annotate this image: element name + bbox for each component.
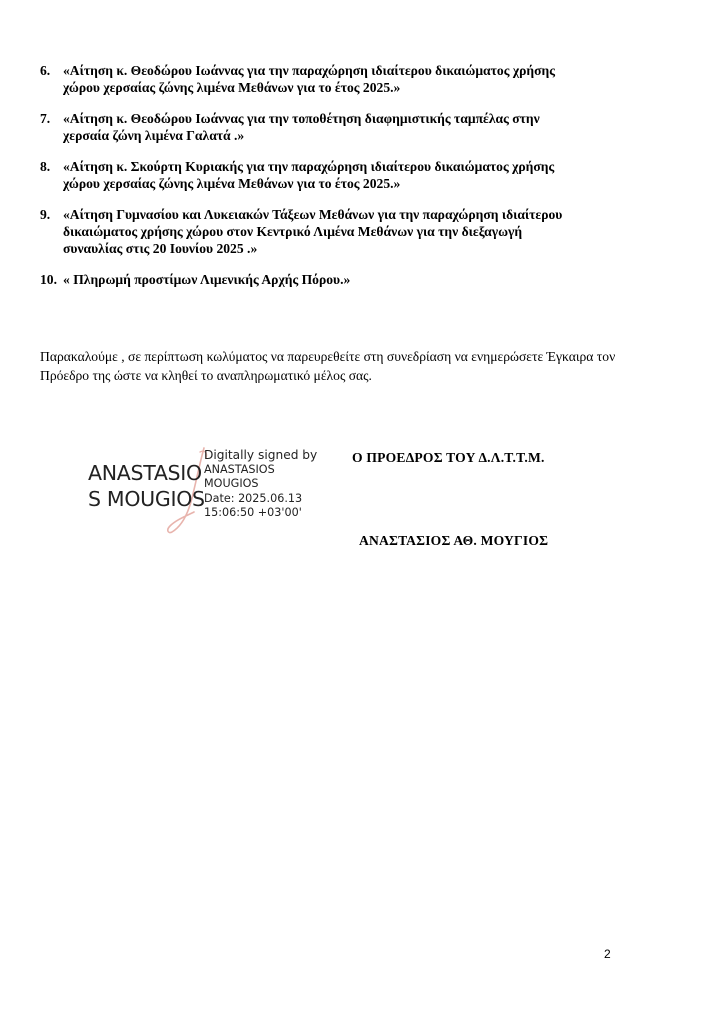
signature-detail-line: Date: 2025.06.13: [204, 491, 303, 505]
agenda-list: [40, 62, 680, 302]
signature-detail-line: Digitally signed by: [204, 448, 318, 462]
agenda-item-number: 7.: [40, 111, 51, 126]
agenda-item-9: [40, 206, 680, 257]
agenda-item-text: [63, 271, 680, 288]
president-title: Ο ΠΡΟΕΔΡΟΣ ΤΟΥ Δ.Λ.Τ.Τ.Μ.: [352, 450, 545, 465]
agenda-item-line: «Αίτηση Γυμνασίου και Λυκειακών Τάξεων Μεθάνων για την παραχώρηση ιδιαίτερου: [63, 207, 563, 222]
signature-detail-line: MOUGIOS: [204, 477, 259, 491]
digital-signature: [88, 442, 328, 542]
agenda-item-number: 8.: [40, 159, 51, 174]
agenda-item-number: 10.: [40, 272, 57, 287]
agenda-item-8: [40, 158, 680, 192]
agenda-item-text: [63, 206, 680, 257]
agenda-item-line: συναυλίας στις 20 Ιουνίου 2025 .»: [63, 241, 258, 256]
paragraph-line: Πρόεδρο της ώστε να κληθεί το αναπληρωματικό μέλος σας.: [40, 368, 372, 383]
president-name: ΑΝΑΣΤΑΣΙΟΣ ΑΘ. ΜΟΥΓΙΟΣ: [359, 533, 549, 548]
agenda-item-6: [40, 62, 680, 96]
agenda-item-line: χώρου χερσαίας ζώνης λιμένα Μεθάνων για το έτος 2025.»: [63, 80, 401, 95]
page-number: 2: [604, 947, 611, 961]
paragraph-line: Παρακαλούμε , σε περίπτωση κωλύματος να παρευρεθείτε στη συνεδρίαση να ενημερώσετε Έγκαιρα τον: [40, 349, 616, 364]
agenda-item-line: «Αίτηση κ. Θεοδώρου Ιωάννας για την τοποθέτηση διαφημιστικής ταμπέλας στην: [63, 111, 540, 126]
signer-name-line: ANASTASIO: [88, 461, 202, 485]
agenda-item-line: «Αίτηση κ. Σκούρτη Κυριακής για την παραχώρηση ιδιαίτερου δικαιώματος χρήσης: [63, 159, 555, 174]
agenda-item-line: «Αίτηση κ. Θεοδώρου Ιωάννας για την παραχώρηση ιδιαίτερου δικαιώματος χρήσης: [63, 63, 555, 78]
signer-name: [88, 460, 205, 512]
attendance-request-paragraph: [40, 347, 690, 385]
agenda-item-number: 9.: [40, 207, 51, 222]
agenda-item-line: δικαιώματος χρήσης χώρου στον Κεντρικό Λιμένα Μεθάνων για την διεξαγωγή: [63, 224, 523, 239]
agenda-item-10: [40, 271, 680, 288]
agenda-item-text: [63, 62, 680, 96]
signature-detail-line: ANASTASIOS: [204, 462, 275, 476]
agenda-item-text: [63, 158, 680, 192]
agenda-item-line: χώρου χερσαίας ζώνης λιμένα Μεθάνων για το έτος 2025.»: [63, 176, 401, 191]
agenda-item-text: [63, 110, 680, 144]
agenda-item-number: 6.: [40, 63, 51, 78]
signer-name-line: S MOUGIOS: [88, 487, 205, 511]
agenda-item-7: [40, 110, 680, 144]
agenda-item-line: « Πληρωμή προστίμων Λιμενικής Αρχής Πόρου.»: [63, 272, 351, 287]
signature-details: [204, 448, 317, 521]
agenda-item-line: χερσαία ζώνη λιμένα Γαλατά .»: [63, 128, 245, 143]
signature-detail-line: 15:06:50 +03'00': [204, 506, 302, 520]
